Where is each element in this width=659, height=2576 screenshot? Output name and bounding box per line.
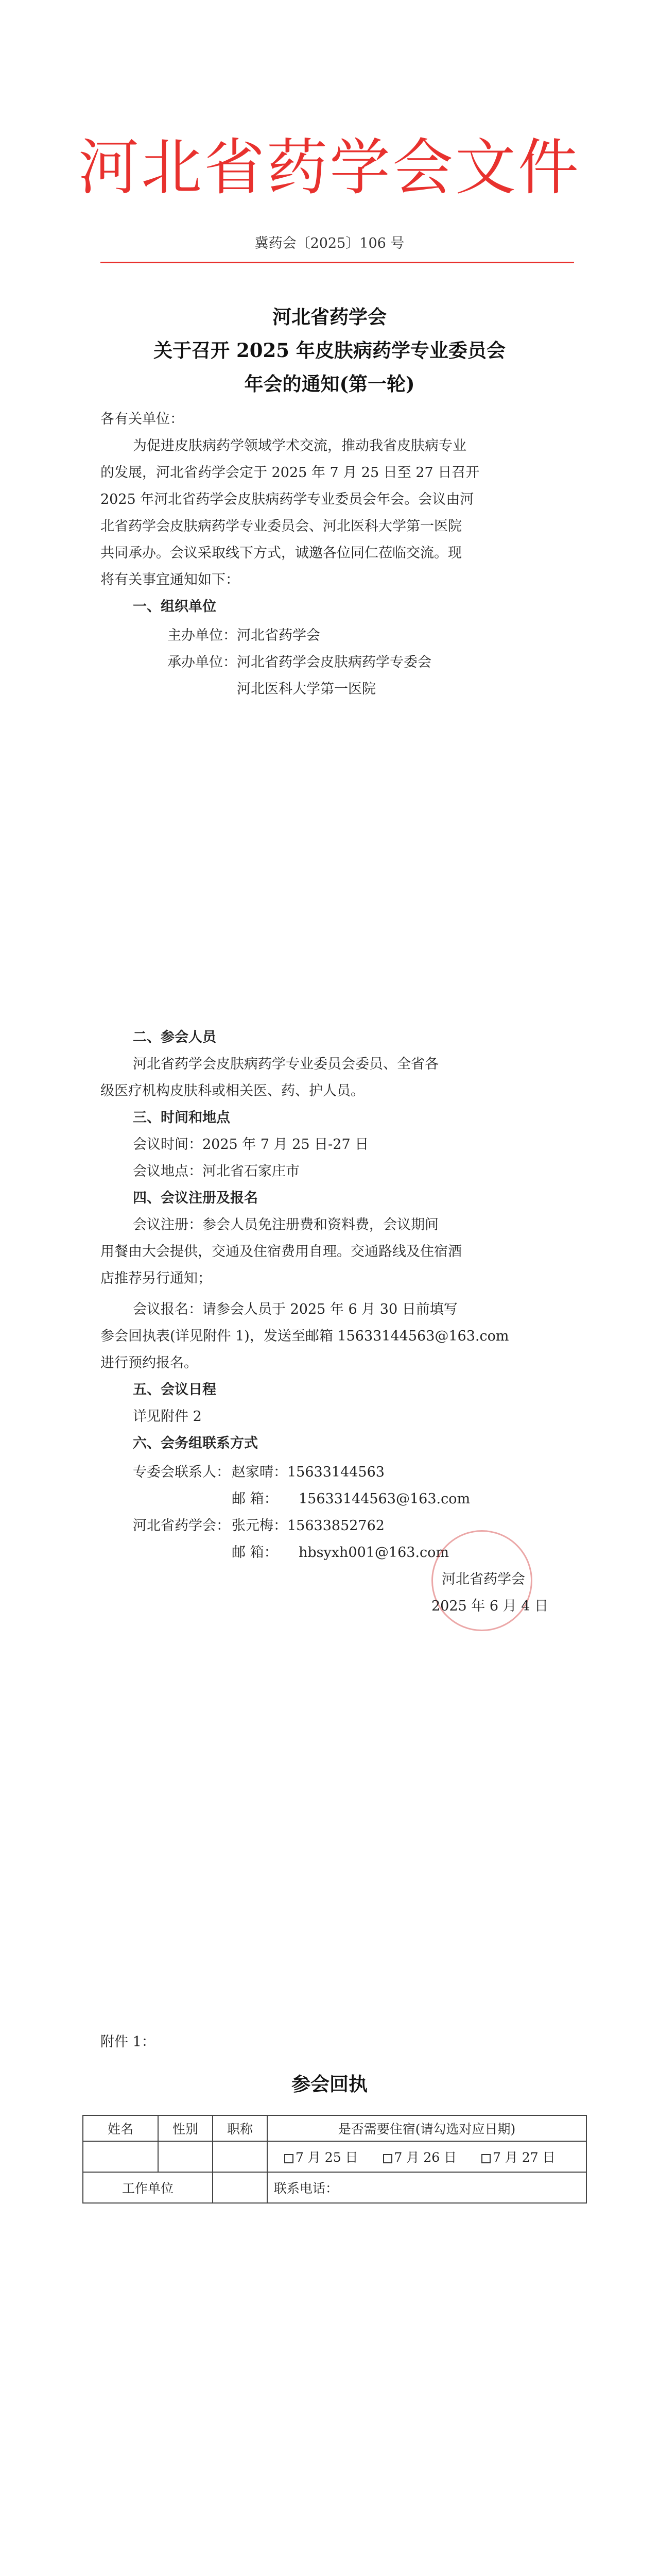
header-lodging: 是否需要住宿(请勾选对应日期) [267, 2115, 586, 2141]
document-banner: 河北省药学会文件 [78, 132, 581, 203]
document-number: 冀药会〔2025〕106 号 [254, 235, 405, 251]
meeting-time: 会议时间：2025 年 7 月 25 日-27 日 [133, 1137, 369, 1153]
phone-cell[interactable] [267, 2172, 586, 2203]
page-2 [0, 927, 659, 1984]
signup-line: 参会回执表(详见附件 1)，发送至邮箱 15633144563@163.com [100, 1328, 509, 1344]
meeting-place: 会议地点：河北省石家庄市 [133, 1163, 300, 1179]
intro-line: 的发展，河北省药学会定于 2025 年 7 月 25 日至 27 日召开 [100, 465, 480, 481]
assoc-contact-name: 张元梅：15633852762 [232, 1518, 385, 1534]
checkbox-jul25[interactable] [284, 2154, 293, 2163]
header-title: 职称 [213, 2115, 267, 2141]
section-heading-schedule: 五、会议日程 [133, 1382, 216, 1398]
name-cell[interactable] [83, 2141, 158, 2172]
host-label: 主办单位： [167, 628, 237, 643]
section-heading-registration: 四、会议注册及报名 [133, 1190, 258, 1206]
title-cell[interactable] [213, 2141, 267, 2172]
unit-cell[interactable] [213, 2172, 267, 2203]
attendees-line: 级医疗机构皮肤科或相关医、药、护人员。 [100, 1083, 365, 1099]
date-option: 7 月 26 日 [394, 2150, 457, 2165]
intro-line: 北省药学会皮肤病药学专业委员会、河北医科大学第一医院 [100, 518, 462, 534]
committee-email-label: 邮 箱： [232, 1491, 278, 1507]
notice-title-line2: 关于召开 2025 年皮肤病药学专业委员会 [153, 339, 506, 362]
intro-line: 共同承办。会议采取线下方式，诚邀各位同仁莅临交流。现 [100, 545, 462, 561]
notice-title-line3: 年会的通知(第一轮) [244, 372, 415, 395]
page-1 [0, 0, 659, 927]
date-option: 7 月 25 日 [296, 2150, 358, 2165]
section-heading-attendees: 二、参会人员 [133, 1029, 216, 1045]
signoff-date: 2025 年 6 月 4 日 [431, 1598, 548, 1614]
signup-line: 进行预约报名。 [100, 1355, 198, 1371]
section-heading-contact: 六、会务组联系方式 [133, 1435, 258, 1451]
phone-label: 联系电话： [274, 2181, 339, 2196]
co-value-1: 河北省药学会皮肤病药学专委会 [237, 654, 431, 670]
registration-line: 用餐由大会提供，交通及住宿费用自理。交通路线及住宿酒 [100, 1244, 462, 1260]
checkbox-jul26[interactable] [383, 2154, 392, 2163]
assoc-contact-label: 河北省药学会： [133, 1518, 230, 1534]
checkbox-jul27[interactable] [481, 2154, 491, 2163]
committee-contact-name: 赵家晴：15633144563 [232, 1464, 385, 1480]
schedule-ref: 详见附件 2 [133, 1409, 202, 1425]
attendees-line: 河北省药学会皮肤病药学专业委员会委员、全省各 [133, 1056, 439, 1072]
salutation: 各有关单位： [100, 411, 184, 427]
signup-line: 会议报名：请参会人员于 2025 年 6 月 30 日前填写 [133, 1301, 458, 1317]
section-heading-org: 一、组织单位 [133, 599, 216, 615]
intro-line: 为促进皮肤病药学领域学术交流，推动我省皮肤病专业 [133, 438, 466, 454]
assoc-email-label: 邮 箱： [232, 1545, 278, 1561]
page-3 [0, 1984, 659, 2576]
host-value: 河北省药学会 [237, 628, 320, 643]
assoc-email: hbsyxh001@163.com [299, 1545, 449, 1561]
header-name: 姓名 [83, 2115, 158, 2141]
gender-cell[interactable] [158, 2141, 213, 2172]
red-divider [100, 262, 574, 263]
attachment1-label: 附件 1： [100, 2034, 155, 2050]
date-option: 7 月 27 日 [493, 2150, 556, 2165]
attachment1-title: 参会回执 [291, 2073, 368, 2095]
signoff-org: 河北省药学会 [442, 1571, 525, 1587]
notice-title-line1: 河北省药学会 [272, 306, 387, 328]
registration-line: 店推荐另行通知； [100, 1270, 212, 1286]
committee-contact-label: 专委会联系人： [133, 1464, 230, 1480]
lodging-options [267, 2141, 586, 2172]
header-gender: 性别 [158, 2115, 213, 2141]
unit-label: 工作单位 [83, 2172, 213, 2203]
co-value-2: 河北医科大学第一医院 [237, 681, 376, 697]
section-heading-time: 三、时间和地点 [133, 1110, 230, 1126]
committee-email: 15633144563@163.com [299, 1491, 471, 1507]
intro-line: 将有关事宜通知如下： [100, 572, 239, 588]
receipt-table [82, 2115, 587, 2204]
registration-line: 会议注册：参会人员免注册费和资料费，会议期间 [133, 1217, 439, 1233]
co-label: 承办单位： [167, 654, 237, 670]
intro-line: 2025 年河北省药学会皮肤病药学专业委员会年会。会议由河 [100, 492, 474, 507]
